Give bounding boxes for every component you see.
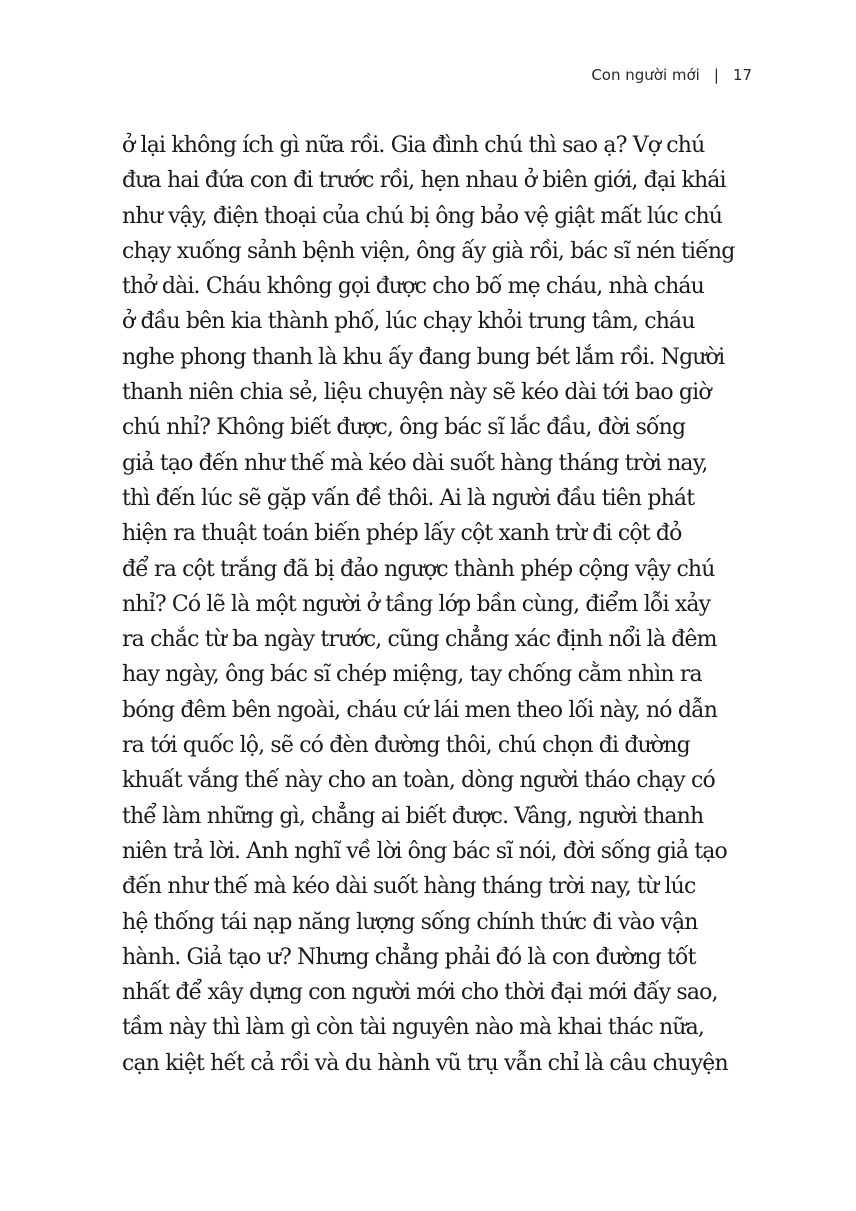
text-line: nghe phong thanh là khu ấy đang bung bét lắm rồi. Người <box>122 344 725 370</box>
text-line: chạy xuống sảnh bệnh viện, ông ấy già rồi, bác sĩ nén tiếng <box>122 238 735 264</box>
text-line: niên trả lời. Anh nghĩ về lời ông bác sĩ nói, đời sống giả tạo <box>122 838 727 864</box>
text-line: thì đến lúc sẽ gặp vấn đề thôi. Ai là người đầu tiên phát <box>122 485 695 511</box>
text-line: thở dài. Cháu không gọi được cho bố mẹ cháu, nhà cháu <box>122 274 704 300</box>
text-line: ở đầu bên kia thành phố, lúc chạy khỏi trung tâm, cháu <box>122 309 695 335</box>
text-line: nhỉ? Có lẽ là một người ở tầng lớp bần cùng, điểm lỗi xảy <box>122 591 711 617</box>
text-line: thể làm những gì, chẳng ai biết được. Vâng, người thanh <box>122 803 704 829</box>
text-line: đến như thế mà kéo dài suốt hàng tháng trời nay, từ lúc <box>122 874 696 900</box>
text-line: như vậy, điện thoại của chú bị ông bảo vệ giật mất lúc chú <box>122 203 723 229</box>
chapter-title: Con người mới <box>591 66 700 84</box>
text-line: chú nhỉ? Không biết được, ông bác sĩ lắc đầu, đời sống <box>122 415 686 441</box>
text-line: thanh niên chia sẻ, liệu chuyện này sẽ kéo dài tới bao giờ <box>122 380 711 406</box>
text-line: cạn kiệt hết cả rồi và du hành vũ trụ vẫn chỉ là câu chuyện <box>122 1050 728 1076</box>
text-line: bóng đêm bên ngoài, cháu cứ lái men theo lối này, nó dẫn <box>122 697 718 723</box>
text-line: ở lại không ích gì nữa rồi. Gia đình chú thì sao ạ? Vợ chú <box>122 133 705 158</box>
header-separator: | <box>713 66 719 84</box>
text-line: khuất vắng thế này cho an toàn, dòng người tháo chạy có <box>122 768 715 794</box>
text-line: hay ngày, ông bác sĩ chép miệng, tay chống cằm nhìn ra <box>122 662 702 688</box>
text-line: đưa hai đứa con đi trước rồi, hẹn nhau ở biên giới, đại khái <box>122 168 726 194</box>
text-line: ra tới quốc lộ, sẽ có đèn đường thôi, chú chọn đi đường <box>122 733 690 759</box>
page-number: 17 <box>732 66 752 84</box>
text-line: hành. Giả tạo ư? Nhưng chẳng phải đó là con đường tốt <box>122 944 696 970</box>
text-line: nhất để xây dựng con người mới cho thời đại mới đấy sao, <box>122 980 718 1006</box>
running-header <box>591 63 752 87</box>
text-line: ra chắc từ ba ngày trước, cũng chẳng xác định nổi là đêm <box>122 627 717 653</box>
text-line: tầm này thì làm gì còn tài nguyên nào mà khai thác nữa, <box>122 1015 705 1041</box>
text-line: hiện ra thuật toán biến phép lấy cột xanh trừ đi cột đỏ <box>122 521 682 547</box>
body-paragraph <box>122 128 754 1081</box>
text-line: hệ thống tái nạp năng lượng sống chính thức đi vào vận <box>122 909 698 935</box>
text-line: giả tạo đến như thế mà kéo dài suốt hàng tháng trời nay, <box>122 450 708 476</box>
text-line: để ra cột trắng đã bị đảo ngược thành phép cộng vậy chú <box>122 556 715 582</box>
